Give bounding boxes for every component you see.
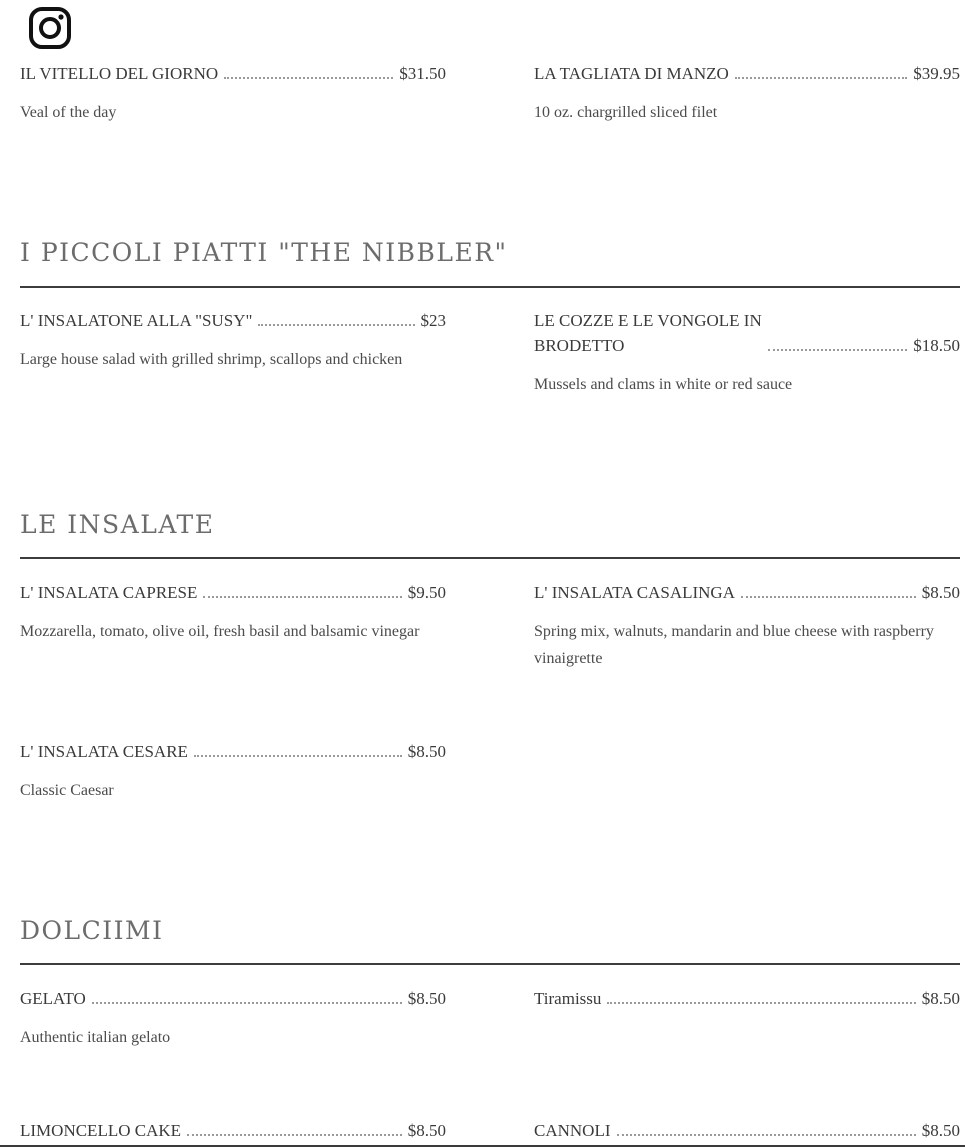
item-description: Veal of the day [20, 104, 117, 121]
dot-leader [203, 596, 401, 598]
section-divider [20, 557, 960, 559]
dot-leader [224, 77, 393, 79]
section-divider [20, 286, 960, 288]
section-title: DOLCIIMI [20, 916, 164, 945]
menu-item [20, 61, 446, 126]
dot-leader [617, 1134, 916, 1136]
dot-leader [92, 1002, 402, 1004]
menu-item [20, 308, 446, 373]
menu-item [534, 308, 960, 398]
dot-leader [607, 1002, 915, 1004]
item-name: IL VITELLO DEL GIORNO [20, 64, 219, 83]
menu-item [20, 580, 446, 645]
item-name-line2: BRODETTO [534, 336, 625, 355]
item-description: 10 oz. chargrilled sliced filet [534, 104, 718, 121]
item-price: $39.95 [913, 64, 960, 83]
item-price: $8.50 [407, 989, 446, 1008]
item-description: Mozzarella, tomato, olive oil, fresh basil and balsamic vinegar [20, 623, 420, 640]
menu-item [534, 580, 960, 672]
bottom-divider [0, 1145, 965, 1147]
item-price: $8.50 [921, 1121, 960, 1140]
item-description: Mussels and clams in white or red sauce [534, 376, 793, 393]
dot-leader [741, 596, 916, 598]
item-price: $8.50 [407, 742, 446, 761]
item-name: L' INSALATA CASALINGA [534, 583, 735, 602]
item-price: $18.50 [913, 336, 960, 355]
item-name: L' INSALATONE ALLA "SUSY" [20, 311, 253, 330]
item-name [534, 308, 762, 358]
dot-leader [768, 349, 908, 351]
section-title: I PICCOLI PIATTI "THE NIBBLER" [20, 238, 508, 267]
item-description: Large house salad with grilled shrimp, scallops and chicken [20, 351, 403, 368]
item-name: L' INSALATA CAPRESE [20, 583, 198, 602]
dot-leader [735, 77, 907, 79]
section-divider [20, 963, 960, 965]
item-price: $8.50 [407, 1121, 446, 1140]
menu-item [534, 61, 960, 126]
instagram-icon[interactable] [28, 6, 72, 50]
menu-item [20, 1118, 446, 1143]
item-name: L' INSALATA CESARE [20, 742, 188, 761]
item-name: GELATO [20, 989, 86, 1008]
item-price: $31.50 [399, 64, 446, 83]
item-name: LA TAGLIATA DI MANZO [534, 64, 729, 83]
dot-leader [194, 755, 402, 757]
item-price: $9.50 [407, 583, 446, 602]
dot-leader [258, 324, 414, 326]
item-description: Spring mix, walnuts, mandarin and blue cheese with raspberry vinaigrette [534, 623, 934, 667]
menu-item [20, 739, 446, 804]
item-name: CANNOLI [534, 1121, 611, 1140]
item-description: Authentic italian gelato [20, 1029, 171, 1046]
menu-item [20, 986, 446, 1051]
section-title: LE INSALATE [20, 510, 215, 539]
item-description: Classic Caesar [20, 782, 114, 799]
item-name: Tiramissu [534, 989, 602, 1008]
item-name-line1: LE COZZE E LE VONGOLE IN [534, 311, 762, 330]
item-name: LIMONCELLO CAKE [20, 1121, 182, 1140]
item-price: $8.50 [921, 583, 960, 602]
dot-leader [187, 1134, 402, 1136]
menu-item [534, 1118, 960, 1143]
item-price: $8.50 [921, 989, 960, 1008]
item-price: $23 [420, 311, 446, 330]
menu-item [534, 986, 960, 1011]
